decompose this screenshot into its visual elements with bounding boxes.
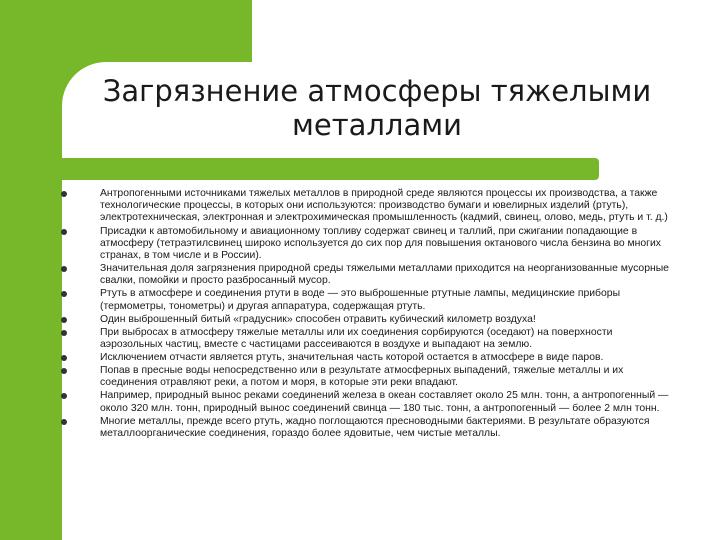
bullet-item <box>60 352 670 364</box>
bullet-text: Один выброшенный битый «градусник» способен отравить кубический километр воздуха! <box>100 313 536 325</box>
bullet-list <box>60 188 670 441</box>
bullet-icon <box>61 330 67 336</box>
bullet-item <box>60 327 670 351</box>
bullet-text: Значительная доля загрязнения природной среды тяжелыми металлами приходится на неорганизованные мусорные свалки, помойки и просто разбросанный мусор. <box>100 263 669 287</box>
bullet-item <box>60 314 670 326</box>
bullet-item <box>60 390 670 414</box>
bullet-text: Многие металлы, прежде всего ртуть, жадно поглощаются пресноводными бактериями. В результате образуются металлоорганические соединения, гораздо более ядовитые, чем чистые металлы. <box>100 415 650 439</box>
bullet-icon <box>61 317 67 323</box>
bullet-item <box>60 226 670 263</box>
bullet-icon <box>61 266 67 272</box>
bullet-item <box>60 416 670 440</box>
bullet-text: Например, природный вынос реками соединений железа в океан составляет около 25 млн. тонн, а антропогенный — около 320 млн. тонн, природный вынос соединений свинца — 180 тыс. тонн, а антропогенный — более 2 млн тонн. <box>100 390 669 414</box>
bullet-icon <box>61 191 67 197</box>
bullet-text: При выбросах в атмосферу тяжелые металлы или их соединения сорбируются (оседают) на поверхности аэрозольных частиц, вместе с частицами рассеиваются в воздухе и выпадают на землю. <box>100 326 613 350</box>
slide-title-line-2: металлами <box>292 108 462 142</box>
bullet-item <box>60 263 670 287</box>
bullet-text: Антропогенными источниками тяжелых металлов в природной среде являются процессы их производства, а также технологические процессы, в которых они используются: производство бумаги и ювелирных изделий (ртуть), электротехническая, электронная и электрохимическая промышленность (кадмий, свинец, олово, медь, ртуть и т. д.) <box>100 188 668 224</box>
bullet-text: Попав в пресные воды непосредственно или в результате атмосферных выпадений, тяжелые металлы и их соединения отравляют реки, а потом и моря, в которые эти реки впадают. <box>100 365 624 389</box>
bullet-text: Ртуть в атмосфере и соединения ртути в воде — это выброшенные ртутные лампы, медицинские приборы (термометры, тонометры) и другая аппаратура, содержащая ртуть. <box>100 288 621 312</box>
bullet-text: Присадки к автомобильному и авиационному топливу содержат свинец и таллий, при сжигании попадающие в атмосферу (тетраэтилсвинец широко используется до сих пор для повышения октанового числа бензина во многих странах, в том числе и в России). <box>100 225 661 261</box>
bullet-icon <box>61 229 67 235</box>
bullet-item <box>60 365 670 389</box>
bullet-icon <box>61 291 67 297</box>
green-divider-bar <box>0 158 599 180</box>
bullet-icon <box>61 393 67 399</box>
slide-title-line-1: Загрязнение атмосферы тяжелыми <box>102 74 652 108</box>
bullet-item <box>60 188 670 225</box>
bullet-icon <box>61 368 67 374</box>
slide-title <box>62 74 692 142</box>
bullet-item <box>60 288 670 312</box>
bullet-text: Исключением отчасти является ртуть, значительная часть которой остается в атмосфере в виде паров. <box>100 351 604 363</box>
bullet-icon <box>61 355 67 361</box>
bullet-icon <box>61 419 67 425</box>
